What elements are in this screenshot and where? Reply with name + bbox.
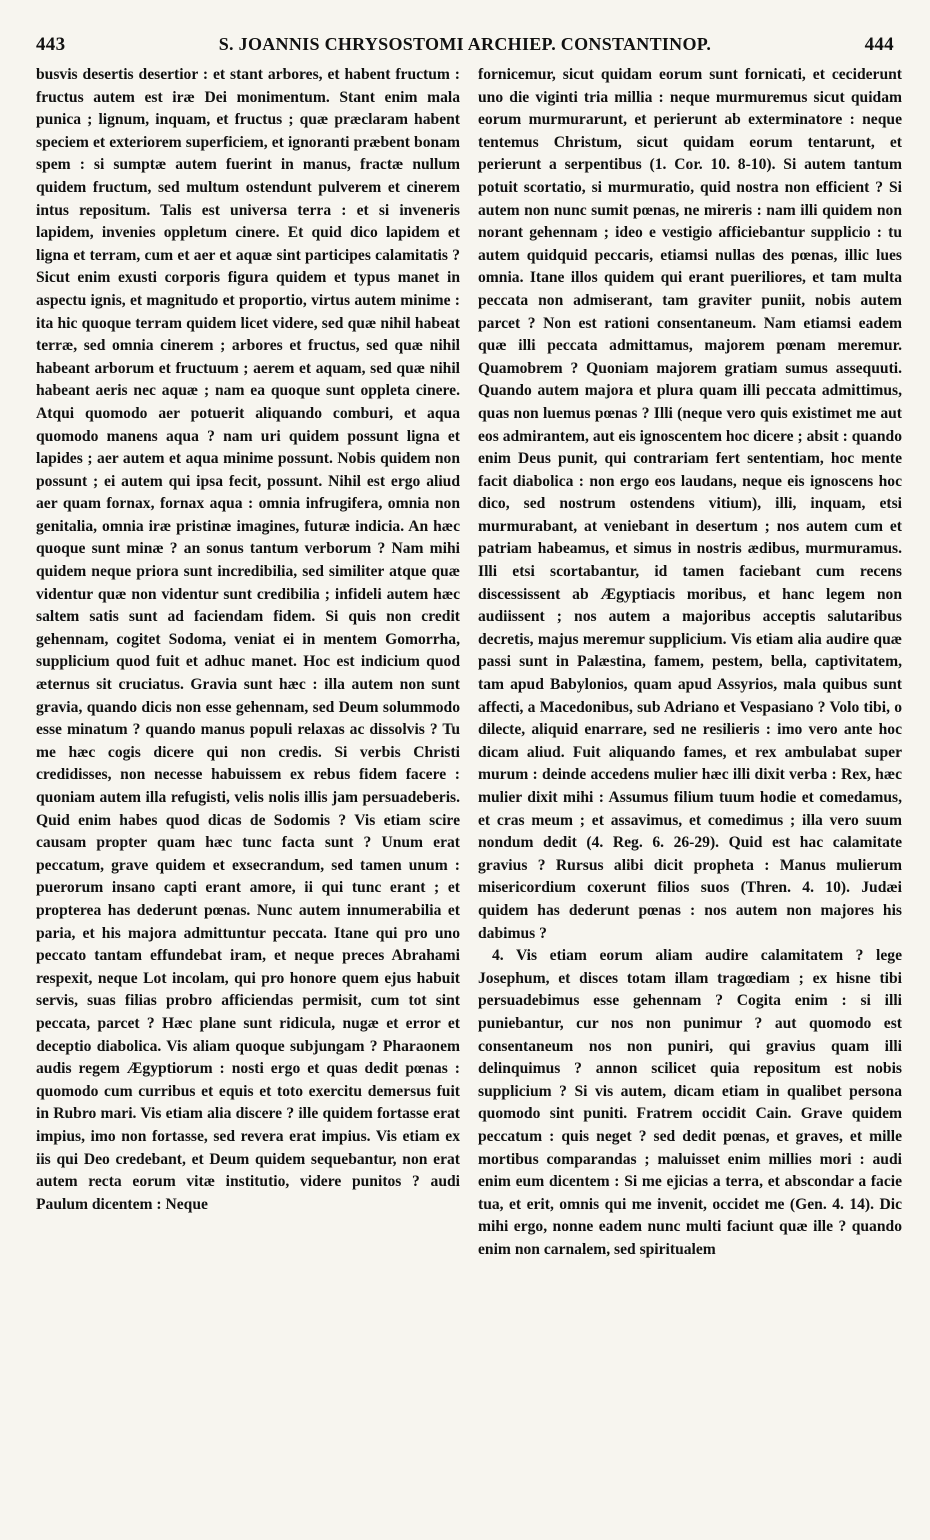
running-header [36,34,894,60]
paragraph: fornicemur, sicut quidam eorum sunt fornicati, et ceciderunt uno die viginti tria millia : neque murmuremus sicut quidam eorum murmurarunt, et perierunt ab exterminatore : neque tentemus Christum, sicut quidam eorum tentarunt, et perierunt a serpentibus (1. Cor. 10. 8-10). Si autem tantum potuit scortatio, si murmuratio, quid nostra non efficient ? Si autem non nunc sumit pœnas, ne mireris : nam illi quidem non norant gehennam ; ideo e vestigio afficiebantur supplicio : tu autem quidquid peccaris, etiamsi nullas des pœnas, illic lues omnia. Itane illos quidem qui erant pueriliores, et tam multa peccata non admiserant, tam graviter puniit, nobis autem parcet ? Non est rationi consentaneum. Nam etiamsi eadem quæ illi peccata admittamus, majorem pœnam meremur. Quamobrem ? Quoniam majorem gratiam sumus assequuti. Quando autem majora et plura quam illi peccata admittimus, quas non luemus pœnas ? Illi (neque vero quis existimet me aut eos admirantem, aut eis ignoscentem hoc dicere ; absit : quando enim Deus punit, qui contrariam fert sententiam, hoc mente facit diabolica : non ergo eos laudans, neque eis ignoscens hoc dico, sed nostrum ostendens vitium), illi, inquam, etsi murmurabant, at veniebant in desertum ; nos autem cum et patriam habeamus, et simus in nostris ædibus, murmuramus. Illi etsi scortabantur, id tamen faciebant cum recens discessissent ab Ægyptiacis moribus, et hanc legem non audiissent ; nos autem a majoribus acceptis salutaribus decretis, majus meremur supplicium. Vis etiam alia audire quæ passi sunt in Palæstina, famem, pestem, bella, captivitatem, tam apud Babylonios, quam apud Assyrios, mala quibus sunt affecti, a Macedonibus, sub Adriano et Vespasiano ? Volo tibi, o dilecte, aliquid enarrare, sed ne resilieris : imo vero ante hoc dicam aliud. Fuit aliquando fames, et rex ambulabat super murum : deinde accedens mulier hæc illi dixit verba : Rex, hæc mulier dixit mihi : Assumus filium tuum hodie et comedamus, et cras meum ; et assavimus, et comedimus ; illa vero suum nondum dedit (4. Reg. 6. 26-29). Quid est hac calamitate gravius ? Rursus alibi dicit propheta : Manus mulierum misericordium coxerunt filios suos (Thren. 4. 10). Judæi quidem has dederunt pœnas : nos autem non majores his dabimus ? [478,66,902,942]
right-column [478,64,902,1261]
running-title: S. JOANNIS CHRYSOSTOMI ARCHIEP. CONSTANTINOP. [218,34,712,54]
page-number-left: 443 [36,34,66,55]
paragraph: 4. Vis etiam eorum aliam audire calamitatem ? lege Josephum, et disces totam illam tragœdiam ; ex hisne tibi persuadebimus esse gehennam ? Cogita enim : si illi puniebantur, cur nos non punimur ? aut quomodo est consentaneum nos non puniri, qui gravius quam illi delinquimus ? annon scilicet quia repositum est nobis supplicium ? Si vis autem, dicam etiam in qualibet persona quomodo sint puniti. Fratrem occidit Cain. Grave quidem peccatum : quis neget ? sed dedit pœnas, et graves, et mille mortibus comparandas ; maluisset enim millies mori : audi enim eum dicentem : Si me ejicias a terra, et abscondar a facie tua, et erit, omnis qui me invenit, occidet me (Gen. 4. 14). Dic mihi ergo, nonne eadem nunc multi faciunt quæ ille ? quando enim non carnalem, sed spiritualem [478,947,902,1258]
left-column [36,64,460,1216]
page-number-right: 444 [864,34,894,55]
paragraph: busvis desertis desertior : et stant arbores, et habent fructum : fructus autem est iræ Dei monimentum. Stant enim mala punica ; lignum, inquam, et fructus ; quæ præclaram habent speciem et exteriorem superficiem, et ignoranti præbent bonam spem : si sumptæ autem fuerint in manus, fractæ nullum quidem fructum, sed multum ostendunt pulverem et cinerem intus repositum. Talis est universa terra : et si inveneris lapidem, invenies oppletum cinere. Et quid dico lapidem et ligna et terram, cum et aer et aquæ sint participes calamitatis ? Sicut enim exusti corporis figura quidem et typus manet in aspectu ignis, et magnitudo et proportio, virtus autem minime : ita hic quoque terram quidem licet videre, sed quæ nihil habeat terræ, sed omnia cinerem ; arbores et fructus, sed quæ nihil habeant arborum et fructuum ; aerem et aquam, sed quæ nihil habeant aeris nec aquæ ; nam ea quoque sunt oppleta cinere. Atqui quomodo aer potuerit aliquando comburi, et aqua quomodo manens aqua ? nam uri quidem possunt ligna et lapides ; aer autem et aqua minime possunt. Nobis quidem non possunt ; ei autem qui ipsa fecit, possunt. Nihil est ergo aliud aer quam fornax, fornax aqua : omnia infrugifera, omnia non genitalia, omnia iræ pristinæ imagines, futuræ indicia. An hæc quoque sunt minæ ? an sonus tantum verborum ? Nam mihi quidem neque priora sunt incredibilia, sed similiter atque quæ videntur quæ non videntur sunt credibilia ; infideli autem hæc saltem satis sunt ad faciendam fidem. Si quis non credit gehennam, cogitet Sodoma, veniat ei in mentem Gomorrha, supplicium quod fuit et adhuc manet. Hoc est indicium quod æternus sit cruciatus. Gravia sunt hæc : illa autem non sunt gravia, quando dicis non esse gehennam, sed Deum solummodo esse minatum ? quando manus populi relaxas ac dissolvis ? Tu me hæc cogis dicere qui non credis. Si verbis Christi credidisses, non necesse habuissem ex rebus fidem facere : quoniam autem illa refugisti, velis nolis illis jam persuadeberis. Quid enim habes quod dicas de Sodomis ? Vis etiam scire causam propter quam hæc tunc facta sunt ? Unum erat peccatum, grave quidem et exsecrandum, sed tamen unum : puerorum insano capti erant amore, ii qui tunc erant ; et propterea has dederunt pœnas. Nunc autem innumerabilia et paria, et his majora admittuntur peccata. Itane qui pro uno peccato tantam effundebat iram, et neque preces Abrahami respexit, neque Lot incolam, qui pro honore quem ejus habuit servis, suas filias probro afficiendas permisit, cum tot sint peccata, parcet ? Hæc plane sunt ridicula, nugæ et error et deceptio diabolica. Vis aliam quoque subjungam ? Pharaonem audis regem Ægyptiorum : nosti ergo et quas dedit pœnas : quomodo cum curribus et equis et toto exercitu demersus fuit in Rubro mari. Vis etiam alia discere ? ille quidem fortasse erat impius, imo non fortasse, sed revera erat impius. Vis etiam ex iis qui Deo credebant, et Deum quidem sequebantur, non erat autem recta eorum vitæ institutio, videre punitos ? audi Paulum dicentem : Neque [36,66,460,1213]
